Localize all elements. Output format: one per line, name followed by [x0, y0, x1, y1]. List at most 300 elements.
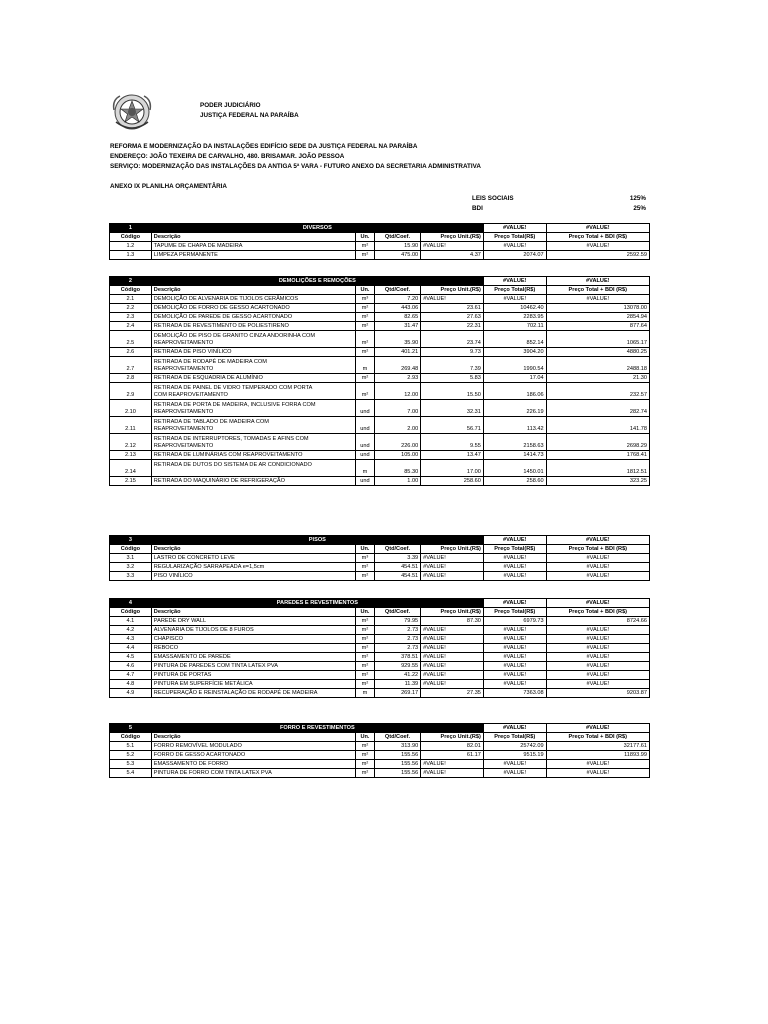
item-qty: 155.56: [374, 760, 420, 769]
item-unit: m²: [356, 251, 375, 260]
item-code: 5.2: [110, 751, 152, 760]
item-total: #VALUE!: [483, 653, 546, 662]
item-description-line: LASTRO DE CONCRETO LEVE: [153, 555, 235, 561]
item-unit-price: #VALUE!: [421, 653, 484, 662]
item-code: 4.8: [110, 680, 152, 689]
table-row: [110, 662, 650, 671]
item-code: 5.1: [110, 742, 152, 751]
item-qty: 2.73: [374, 626, 420, 635]
item-unit: m²: [356, 644, 375, 653]
item-total-bdi: #VALUE!: [546, 626, 649, 635]
item-qty: 378.51: [374, 653, 420, 662]
col-total-bdi: Preço Total + BDI (R$): [546, 545, 649, 554]
item-qty: 11.39: [374, 680, 420, 689]
item-description-line: RETIRADA DE REVESTIMENTO DE POLIESTIRENO: [153, 323, 289, 329]
item-unit: m²: [356, 348, 375, 357]
item-total-bdi: 11893.99: [546, 751, 649, 760]
section-title: FORRO E REVESTIMENTOS: [151, 724, 483, 733]
item-unit: m²: [356, 751, 375, 760]
item-description: [151, 662, 355, 671]
item-total: 1450.01: [483, 460, 546, 477]
item-qty: 2.73: [374, 635, 420, 644]
item-description-line: RETIRADA DE LUMINÁRIAS COM REAPROVEITAMENTO: [153, 452, 303, 458]
item-unit-price: 15.50: [421, 383, 484, 400]
item-total: 6979.73: [483, 617, 546, 626]
col-unit: Un.: [356, 608, 375, 617]
item-qty: 7.20: [374, 295, 420, 304]
item-description: [151, 242, 355, 251]
table-row: [110, 348, 650, 357]
col-desc: Descrição: [151, 545, 355, 554]
item-total-bdi: 2854.94: [546, 313, 649, 322]
item-code: 4.6: [110, 662, 152, 671]
table-row: [110, 572, 650, 581]
item-code: 2.4: [110, 322, 152, 331]
item-total: #VALUE!: [483, 635, 546, 644]
item-description-line: ALVENARIA DE TIJOLOS DE 8 FUROS: [153, 627, 254, 633]
item-total: #VALUE!: [483, 680, 546, 689]
column-header-row: [110, 286, 650, 295]
item-qty: 7.00: [374, 400, 420, 417]
section-number: 3: [110, 536, 152, 545]
project-address: ENDEREÇO: JOÃO TEXEIRA DE CARVALHO, 480. BRISAMAR. JOÃO PESSOA: [110, 153, 345, 160]
table-row: [110, 374, 650, 383]
table-row: [110, 357, 650, 374]
item-description-line: RETIRADA DE TABLADO DE MADEIRA COM: [153, 419, 269, 425]
item-unit-price: #VALUE!: [421, 662, 484, 671]
item-unit-price: #VALUE!: [421, 626, 484, 635]
item-description-line: [154, 469, 353, 476]
section-number: 2: [110, 277, 152, 286]
item-total: 702.11: [483, 322, 546, 331]
item-unit: m²: [356, 313, 375, 322]
item-total-bdi: 1768.41: [546, 451, 649, 460]
item-total-bdi: #VALUE!: [546, 653, 649, 662]
item-qty: 79.95: [374, 617, 420, 626]
item-code: 2.14: [110, 460, 152, 477]
item-qty: 3.39: [374, 554, 420, 563]
table-row: [110, 322, 650, 331]
item-qty: 12.00: [374, 383, 420, 400]
item-description: [151, 644, 355, 653]
item-qty: 85.30: [374, 460, 420, 477]
item-code: 2.9: [110, 383, 152, 400]
section-header-row: [110, 277, 650, 286]
section-number: 5: [110, 724, 152, 733]
item-unit-price: 87.30: [421, 617, 484, 626]
item-description: [151, 348, 355, 357]
section-table-4: [109, 598, 650, 698]
item-total-bdi: #VALUE!: [546, 242, 649, 251]
item-total-bdi: #VALUE!: [546, 554, 649, 563]
leis-sociais-label: LEIS SOCIAIS: [472, 195, 514, 202]
item-unit-price: #VALUE!: [421, 295, 484, 304]
item-unit: m²: [356, 331, 375, 348]
item-qty: 401.21: [374, 348, 420, 357]
item-unit-price: #VALUE!: [421, 572, 484, 581]
item-description-line: PINTURA DE FORRO COM TINTA LATEX PVA: [153, 770, 272, 776]
item-code: 2.10: [110, 400, 152, 417]
annex-title: ANEXO IX PLANILHA ORÇAMENTÂRIA: [110, 183, 227, 190]
item-description-line: EMASSAMENTO DE PAREDE: [153, 654, 231, 660]
item-unit-price: 27.35: [421, 689, 484, 698]
item-total-bdi: 9203.87: [546, 689, 649, 698]
item-description-line: RETIRADA DO MAQUINÁRIO DE REFRIGERAÇÃO: [153, 478, 285, 484]
col-total-bdi: Preço Total + BDI (R$): [546, 733, 649, 742]
col-qty: Qtd/Coef.: [374, 733, 420, 742]
item-total: #VALUE!: [483, 563, 546, 572]
item-description-line: DEMOLIÇÃO DE FORRO DE GESSO ACARTONADO: [153, 305, 290, 311]
item-unit: m²: [356, 635, 375, 644]
item-unit: m²: [356, 671, 375, 680]
table-row: [110, 635, 650, 644]
item-unit-price: 22.31: [421, 322, 484, 331]
item-code: 2.12: [110, 434, 152, 451]
item-unit-price: 61.17: [421, 751, 484, 760]
col-total-bdi: Preço Total + BDI (R$): [546, 286, 649, 295]
item-total-bdi: 2488.18: [546, 357, 649, 374]
section-title: PISOS: [151, 536, 483, 545]
bdi-label: BDI: [472, 205, 483, 212]
table-row: [110, 626, 650, 635]
item-total: #VALUE!: [483, 572, 546, 581]
item-description: [151, 689, 355, 698]
item-description-line: REBOCO: [153, 645, 179, 651]
item-total-bdi: 2698.29: [546, 434, 649, 451]
section-table-1: [109, 223, 650, 260]
item-qty: 269.48: [374, 357, 420, 374]
table-row: [110, 769, 650, 778]
item-code: 2.15: [110, 477, 152, 486]
item-total: #VALUE!: [483, 671, 546, 680]
item-code: 4.7: [110, 671, 152, 680]
item-total: #VALUE!: [483, 769, 546, 778]
item-unit: m²: [356, 572, 375, 581]
item-description-line: REAPROVEITAMENTO: [153, 409, 214, 415]
table-row: [110, 313, 650, 322]
item-description-line: RETIRADA DE PORTA DE MADEIRA, INCLUSIVE FORRA COM: [153, 402, 316, 408]
item-unit-price: 23.74: [421, 331, 484, 348]
item-unit: m²: [356, 760, 375, 769]
item-code: 2.11: [110, 417, 152, 434]
table-row: [110, 304, 650, 313]
item-code: 5.3: [110, 760, 152, 769]
table-row: [110, 242, 650, 251]
table-row: [110, 295, 650, 304]
item-description-line: PISO VINÍLICO: [153, 573, 193, 579]
item-total-bdi: 282.74: [546, 400, 649, 417]
item-description-line: DEMOLIÇÃO DE ALVENARIA DE TIJOLOS CERÂMICOS: [153, 296, 299, 302]
table-row: [110, 689, 650, 698]
item-description-line: RECUPERAÇÃO E REINSTALAÇÃO DE RODAPÉ DE MADEIRA: [153, 690, 318, 696]
item-qty: 82.65: [374, 313, 420, 322]
table-row: [110, 563, 650, 572]
item-code: 4.4: [110, 644, 152, 653]
column-header-row: [110, 733, 650, 742]
item-unit-price: 9.73: [421, 348, 484, 357]
item-unit: m²: [356, 626, 375, 635]
item-total: 1990.54: [483, 357, 546, 374]
table-row: [110, 751, 650, 760]
item-qty: 155.56: [374, 769, 420, 778]
item-code: 1.2: [110, 242, 152, 251]
table-row: [110, 417, 650, 434]
item-total: 9515.19: [483, 751, 546, 760]
section-header-row: [110, 536, 650, 545]
col-unit-price: Preço Unit.(R$): [421, 545, 484, 554]
item-total: 1414.73: [483, 451, 546, 460]
item-total-bdi: 1065.17: [546, 331, 649, 348]
item-qty: 929.55: [374, 662, 420, 671]
item-unit-price: 7.39: [421, 357, 484, 374]
item-total-bdi: 8724.66: [546, 617, 649, 626]
item-total-bdi: #VALUE!: [546, 572, 649, 581]
item-description-line: RETIRADA DE RODAPÉ DE MADEIRA COM: [153, 359, 267, 365]
item-code: 5.4: [110, 769, 152, 778]
item-unit: m²: [356, 242, 375, 251]
item-qty: 15.90: [374, 242, 420, 251]
item-unit: m²: [356, 617, 375, 626]
table-row: [110, 680, 650, 689]
item-unit-price: 4.37: [421, 251, 484, 260]
section-header-row: [110, 724, 650, 733]
item-total: #VALUE!: [483, 626, 546, 635]
section-sum-bdi: #VALUE!: [546, 277, 649, 286]
item-unit-price: #VALUE!: [421, 242, 484, 251]
item-unit: m²: [356, 742, 375, 751]
item-qty: 454.51: [374, 572, 420, 581]
item-total-bdi: 232.57: [546, 383, 649, 400]
section-sum-bdi: #VALUE!: [546, 536, 649, 545]
table-row: [110, 451, 650, 460]
item-total: #VALUE!: [483, 644, 546, 653]
item-total-bdi: 32177.61: [546, 742, 649, 751]
item-description-line: DEMOLIÇÃO DE PISO DE GRANITO CINZA ANDORINHA COM: [153, 333, 316, 339]
item-total: 10462.40: [483, 304, 546, 313]
item-unit: und: [356, 477, 375, 486]
col-desc: Descrição: [151, 733, 355, 742]
item-total: #VALUE!: [483, 242, 546, 251]
item-code: 2.1: [110, 295, 152, 304]
section-header-row: [110, 599, 650, 608]
item-code: 4.1: [110, 617, 152, 626]
table-row: [110, 331, 650, 348]
item-qty: 1.00: [374, 477, 420, 486]
item-description: [151, 251, 355, 260]
item-description: [151, 554, 355, 563]
item-unit: m: [356, 689, 375, 698]
section-sum-total: #VALUE!: [483, 224, 546, 233]
section-header-row: [110, 224, 650, 233]
item-description: [151, 572, 355, 581]
item-total: #VALUE!: [483, 554, 546, 563]
item-total: 226.19: [483, 400, 546, 417]
item-unit: m: [356, 357, 375, 374]
col-code: Código: [110, 608, 152, 617]
item-total-bdi: 141.78: [546, 417, 649, 434]
table-row: [110, 400, 650, 417]
item-total: 186.06: [483, 383, 546, 400]
item-unit-price: #VALUE!: [421, 644, 484, 653]
item-description: [151, 357, 355, 374]
item-code: 4.5: [110, 653, 152, 662]
item-qty: 2.73: [374, 644, 420, 653]
col-qty: Qtd/Coef.: [374, 608, 420, 617]
org-name-line1: PODER JUDICIÁRIO: [200, 102, 261, 109]
item-description-line: REAPROVEITAMENTO: [153, 426, 214, 432]
section-number: 4: [110, 599, 152, 608]
item-unit-price: 9.55: [421, 434, 484, 451]
item-description-line: EMASSAMENTO DE FORRO: [153, 761, 229, 767]
item-unit: m²: [356, 374, 375, 383]
item-description-line: PINTURA EM SUPERFÍCIE METÁLICA: [153, 681, 253, 687]
table-row: [110, 251, 650, 260]
item-description-line: REGULARIZAÇÃO SARRAPEADA e=1,5cm: [153, 564, 265, 570]
table-row: [110, 671, 650, 680]
table-row: [110, 460, 650, 477]
item-code: 2.13: [110, 451, 152, 460]
item-description: [151, 477, 355, 486]
item-description: [151, 331, 355, 348]
org-name-line2: JUSTIÇA FEDERAL NA PARAÍBA: [200, 112, 299, 119]
item-description: [151, 434, 355, 451]
item-description-line: CHAPISCO: [153, 636, 184, 642]
item-description: [151, 769, 355, 778]
section-title: DIVERSOS: [151, 224, 483, 233]
col-total: Preço Total(R$): [483, 608, 546, 617]
table-row: [110, 383, 650, 400]
item-description: [151, 617, 355, 626]
col-unit-price: Preço Unit.(R$): [421, 286, 484, 295]
item-description: [151, 451, 355, 460]
item-unit: und: [356, 451, 375, 460]
col-desc: Descrição: [151, 233, 355, 242]
col-desc: Descrição: [151, 286, 355, 295]
table-row: [110, 434, 650, 451]
col-unit: Un.: [356, 233, 375, 242]
item-qty: 41.22: [374, 671, 420, 680]
item-qty: 313.90: [374, 742, 420, 751]
bdi-value: 25%: [633, 205, 646, 212]
col-desc: Descrição: [151, 608, 355, 617]
col-qty: Qtd/Coef.: [374, 286, 420, 295]
item-unit: m²: [356, 322, 375, 331]
col-unit: Un.: [356, 286, 375, 295]
section-title: PAREDES E REVESTIMENTOS: [151, 599, 483, 608]
item-code: 2.2: [110, 304, 152, 313]
item-total-bdi: 877.64: [546, 322, 649, 331]
item-total: #VALUE!: [483, 760, 546, 769]
col-unit-price: Preço Unit.(R$): [421, 608, 484, 617]
item-unit: und: [356, 417, 375, 434]
item-qty: 226.00: [374, 434, 420, 451]
section-sum-bdi: #VALUE!: [546, 224, 649, 233]
item-description-line: PAREDE DRY WALL: [153, 618, 207, 624]
item-code: 2.6: [110, 348, 152, 357]
item-code: 3.1: [110, 554, 152, 563]
item-description-line: FORRO REMOVÍVEL MODULADO: [153, 743, 242, 749]
item-description: [151, 383, 355, 400]
item-unit: m²: [356, 769, 375, 778]
item-description: [151, 374, 355, 383]
col-code: Código: [110, 286, 152, 295]
item-unit: und: [356, 434, 375, 451]
column-header-row: [110, 233, 650, 242]
item-unit-price: 23.61: [421, 304, 484, 313]
section-table-2: [109, 276, 650, 486]
col-total: Preço Total(R$): [483, 286, 546, 295]
col-qty: Qtd/Coef.: [374, 233, 420, 242]
item-description: [151, 751, 355, 760]
item-total-bdi: 21.30: [546, 374, 649, 383]
item-unit: m²: [356, 304, 375, 313]
item-qty: 475.00: [374, 251, 420, 260]
item-description-line: TAPUME DE CHAPA DE MADEIRA: [153, 243, 243, 249]
item-code: 3.3: [110, 572, 152, 581]
item-total: 3904.20: [483, 348, 546, 357]
item-total-bdi: 2592.59: [546, 251, 649, 260]
item-total-bdi: 323.25: [546, 477, 649, 486]
item-unit: m²: [356, 383, 375, 400]
item-description-line: RETIRADA DE INTERRUPTORES, TOMADAS E AFINS COM: [153, 436, 309, 442]
item-qty: 269.17: [374, 689, 420, 698]
table-row: [110, 653, 650, 662]
item-code: 2.7: [110, 357, 152, 374]
table-row: [110, 617, 650, 626]
item-total: 258.60: [483, 477, 546, 486]
col-unit-price: Preço Unit.(R$): [421, 233, 484, 242]
item-code: 4.9: [110, 689, 152, 698]
item-unit: m²: [356, 653, 375, 662]
table-row: [110, 644, 650, 653]
item-description: [151, 322, 355, 331]
item-total-bdi: #VALUE!: [546, 680, 649, 689]
item-description-line: COM REAPROVEITAMENTO: [153, 392, 228, 398]
item-description-line: RETIRADA DE PAINEL DE VIDRO TEMPERADO COM PORTA: [153, 385, 313, 391]
column-header-row: [110, 608, 650, 617]
item-qty: 105.00: [374, 451, 420, 460]
item-code: 4.3: [110, 635, 152, 644]
brasao-emblem-icon: [110, 92, 154, 134]
item-unit-price: #VALUE!: [421, 635, 484, 644]
item-qty: 155.56: [374, 751, 420, 760]
col-unit-price: Preço Unit.(R$): [421, 733, 484, 742]
section-sum-total: #VALUE!: [483, 599, 546, 608]
project-service: SERVIÇO: MODERNIZAÇÃO DAS INSTALAÇÕES DA ANTIGA 5ª VARA - FUTURO ANEXO DA SECRETARIA ADMINISTRATIVA: [110, 163, 481, 170]
section-table-5: [109, 723, 650, 778]
item-unit-price: #VALUE!: [421, 769, 484, 778]
item-description: [151, 671, 355, 680]
col-total: Preço Total(R$): [483, 733, 546, 742]
item-unit-price: #VALUE!: [421, 760, 484, 769]
item-description: [151, 680, 355, 689]
section-sum-total: #VALUE!: [483, 277, 546, 286]
section-table-3: [109, 535, 650, 581]
item-total-bdi: #VALUE!: [546, 635, 649, 644]
item-total: 2283.95: [483, 313, 546, 322]
item-description-line: REAPROVEITAMENTO: [153, 443, 214, 449]
item-description-line: DEMOLIÇÃO DE PAREDE DE GESSO ACARTONADO: [153, 314, 293, 320]
col-code: Código: [110, 233, 152, 242]
item-code: 1.3: [110, 251, 152, 260]
item-description-line: FORRO DE GESSO ACARTONADO: [153, 752, 246, 758]
item-total: 2074.07: [483, 251, 546, 260]
item-description: [151, 635, 355, 644]
col-code: Código: [110, 733, 152, 742]
item-description-line: LIMPEZA PERMANENTE: [153, 252, 218, 258]
item-description-line: REAPROVEITAMENTO: [153, 366, 214, 372]
item-unit: m²: [356, 680, 375, 689]
